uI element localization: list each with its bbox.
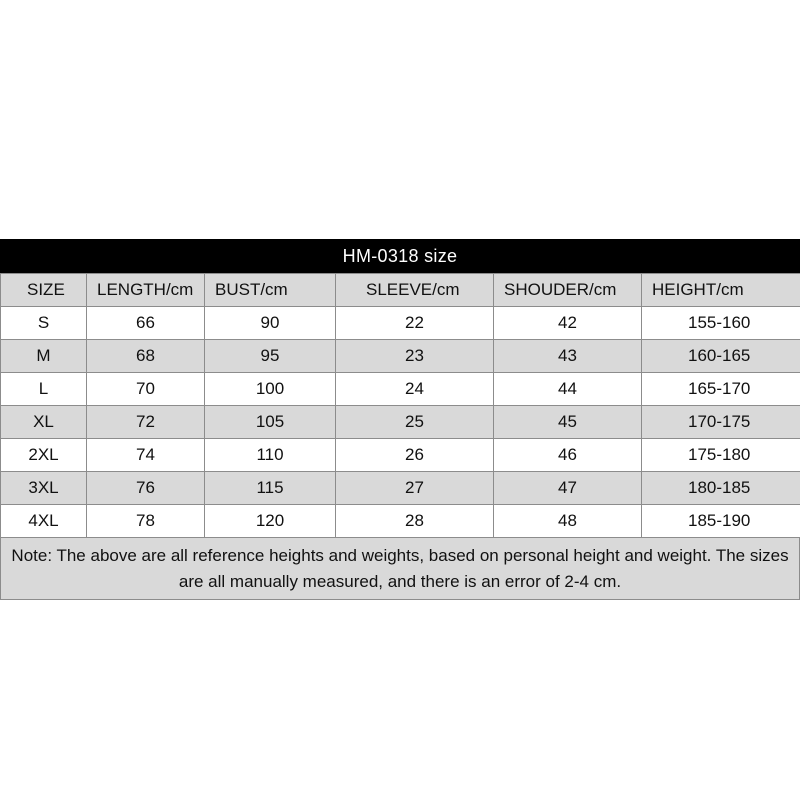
cell-shoulder: 43: [494, 340, 642, 373]
header-sleeve: SLEEVE/cm: [336, 274, 494, 307]
cell-height: 180-185: [642, 472, 800, 505]
cell-bust: 110: [205, 439, 336, 472]
size-table: [0, 273, 800, 538]
header-bust: BUST/cm: [205, 274, 336, 307]
cell-size: L: [1, 373, 87, 406]
cell-size: 3XL: [1, 472, 87, 505]
cell-sleeve: 25: [336, 406, 494, 439]
cell-length: 76: [87, 472, 205, 505]
cell-sleeve: 26: [336, 439, 494, 472]
cell-shoulder: 46: [494, 439, 642, 472]
cell-length: 70: [87, 373, 205, 406]
cell-sleeve: 28: [336, 505, 494, 538]
cell-height: 170-175: [642, 406, 800, 439]
cell-bust: 120: [205, 505, 336, 538]
cell-shoulder: 47: [494, 472, 642, 505]
cell-bust: 105: [205, 406, 336, 439]
cell-length: 68: [87, 340, 205, 373]
size-chart: [0, 239, 800, 600]
table-row: [1, 340, 800, 373]
header-shoulder: SHOUDER/cm: [494, 274, 642, 307]
cell-sleeve: 22: [336, 307, 494, 340]
cell-size: XL: [1, 406, 87, 439]
table-row: [1, 439, 800, 472]
table-row: [1, 472, 800, 505]
cell-length: 78: [87, 505, 205, 538]
cell-shoulder: 48: [494, 505, 642, 538]
cell-sleeve: 24: [336, 373, 494, 406]
cell-size: S: [1, 307, 87, 340]
cell-length: 74: [87, 439, 205, 472]
cell-size: 4XL: [1, 505, 87, 538]
table-row: [1, 373, 800, 406]
cell-size: M: [1, 340, 87, 373]
table-row: [1, 505, 800, 538]
cell-shoulder: 42: [494, 307, 642, 340]
header-length: LENGTH/cm: [87, 274, 205, 307]
cell-height: 160-165: [642, 340, 800, 373]
cell-sleeve: 27: [336, 472, 494, 505]
cell-size: 2XL: [1, 439, 87, 472]
cell-height: 185-190: [642, 505, 800, 538]
chart-title: HM-0318 size: [0, 239, 800, 273]
header-height: HEIGHT/cm: [642, 274, 800, 307]
table-row: [1, 406, 800, 439]
cell-height: 175-180: [642, 439, 800, 472]
cell-height: 165-170: [642, 373, 800, 406]
cell-shoulder: 45: [494, 406, 642, 439]
cell-length: 72: [87, 406, 205, 439]
cell-bust: 95: [205, 340, 336, 373]
cell-shoulder: 44: [494, 373, 642, 406]
cell-bust: 115: [205, 472, 336, 505]
cell-bust: 100: [205, 373, 336, 406]
header-size: SIZE: [1, 274, 87, 307]
cell-length: 66: [87, 307, 205, 340]
cell-bust: 90: [205, 307, 336, 340]
table-row: [1, 307, 800, 340]
header-row: [1, 274, 800, 307]
cell-sleeve: 23: [336, 340, 494, 373]
cell-height: 155-160: [642, 307, 800, 340]
size-note: Note: The above are all reference heights and weights, based on personal height and weight. The sizes are all manually measured, and there is an error of 2-4 cm.: [0, 538, 800, 600]
